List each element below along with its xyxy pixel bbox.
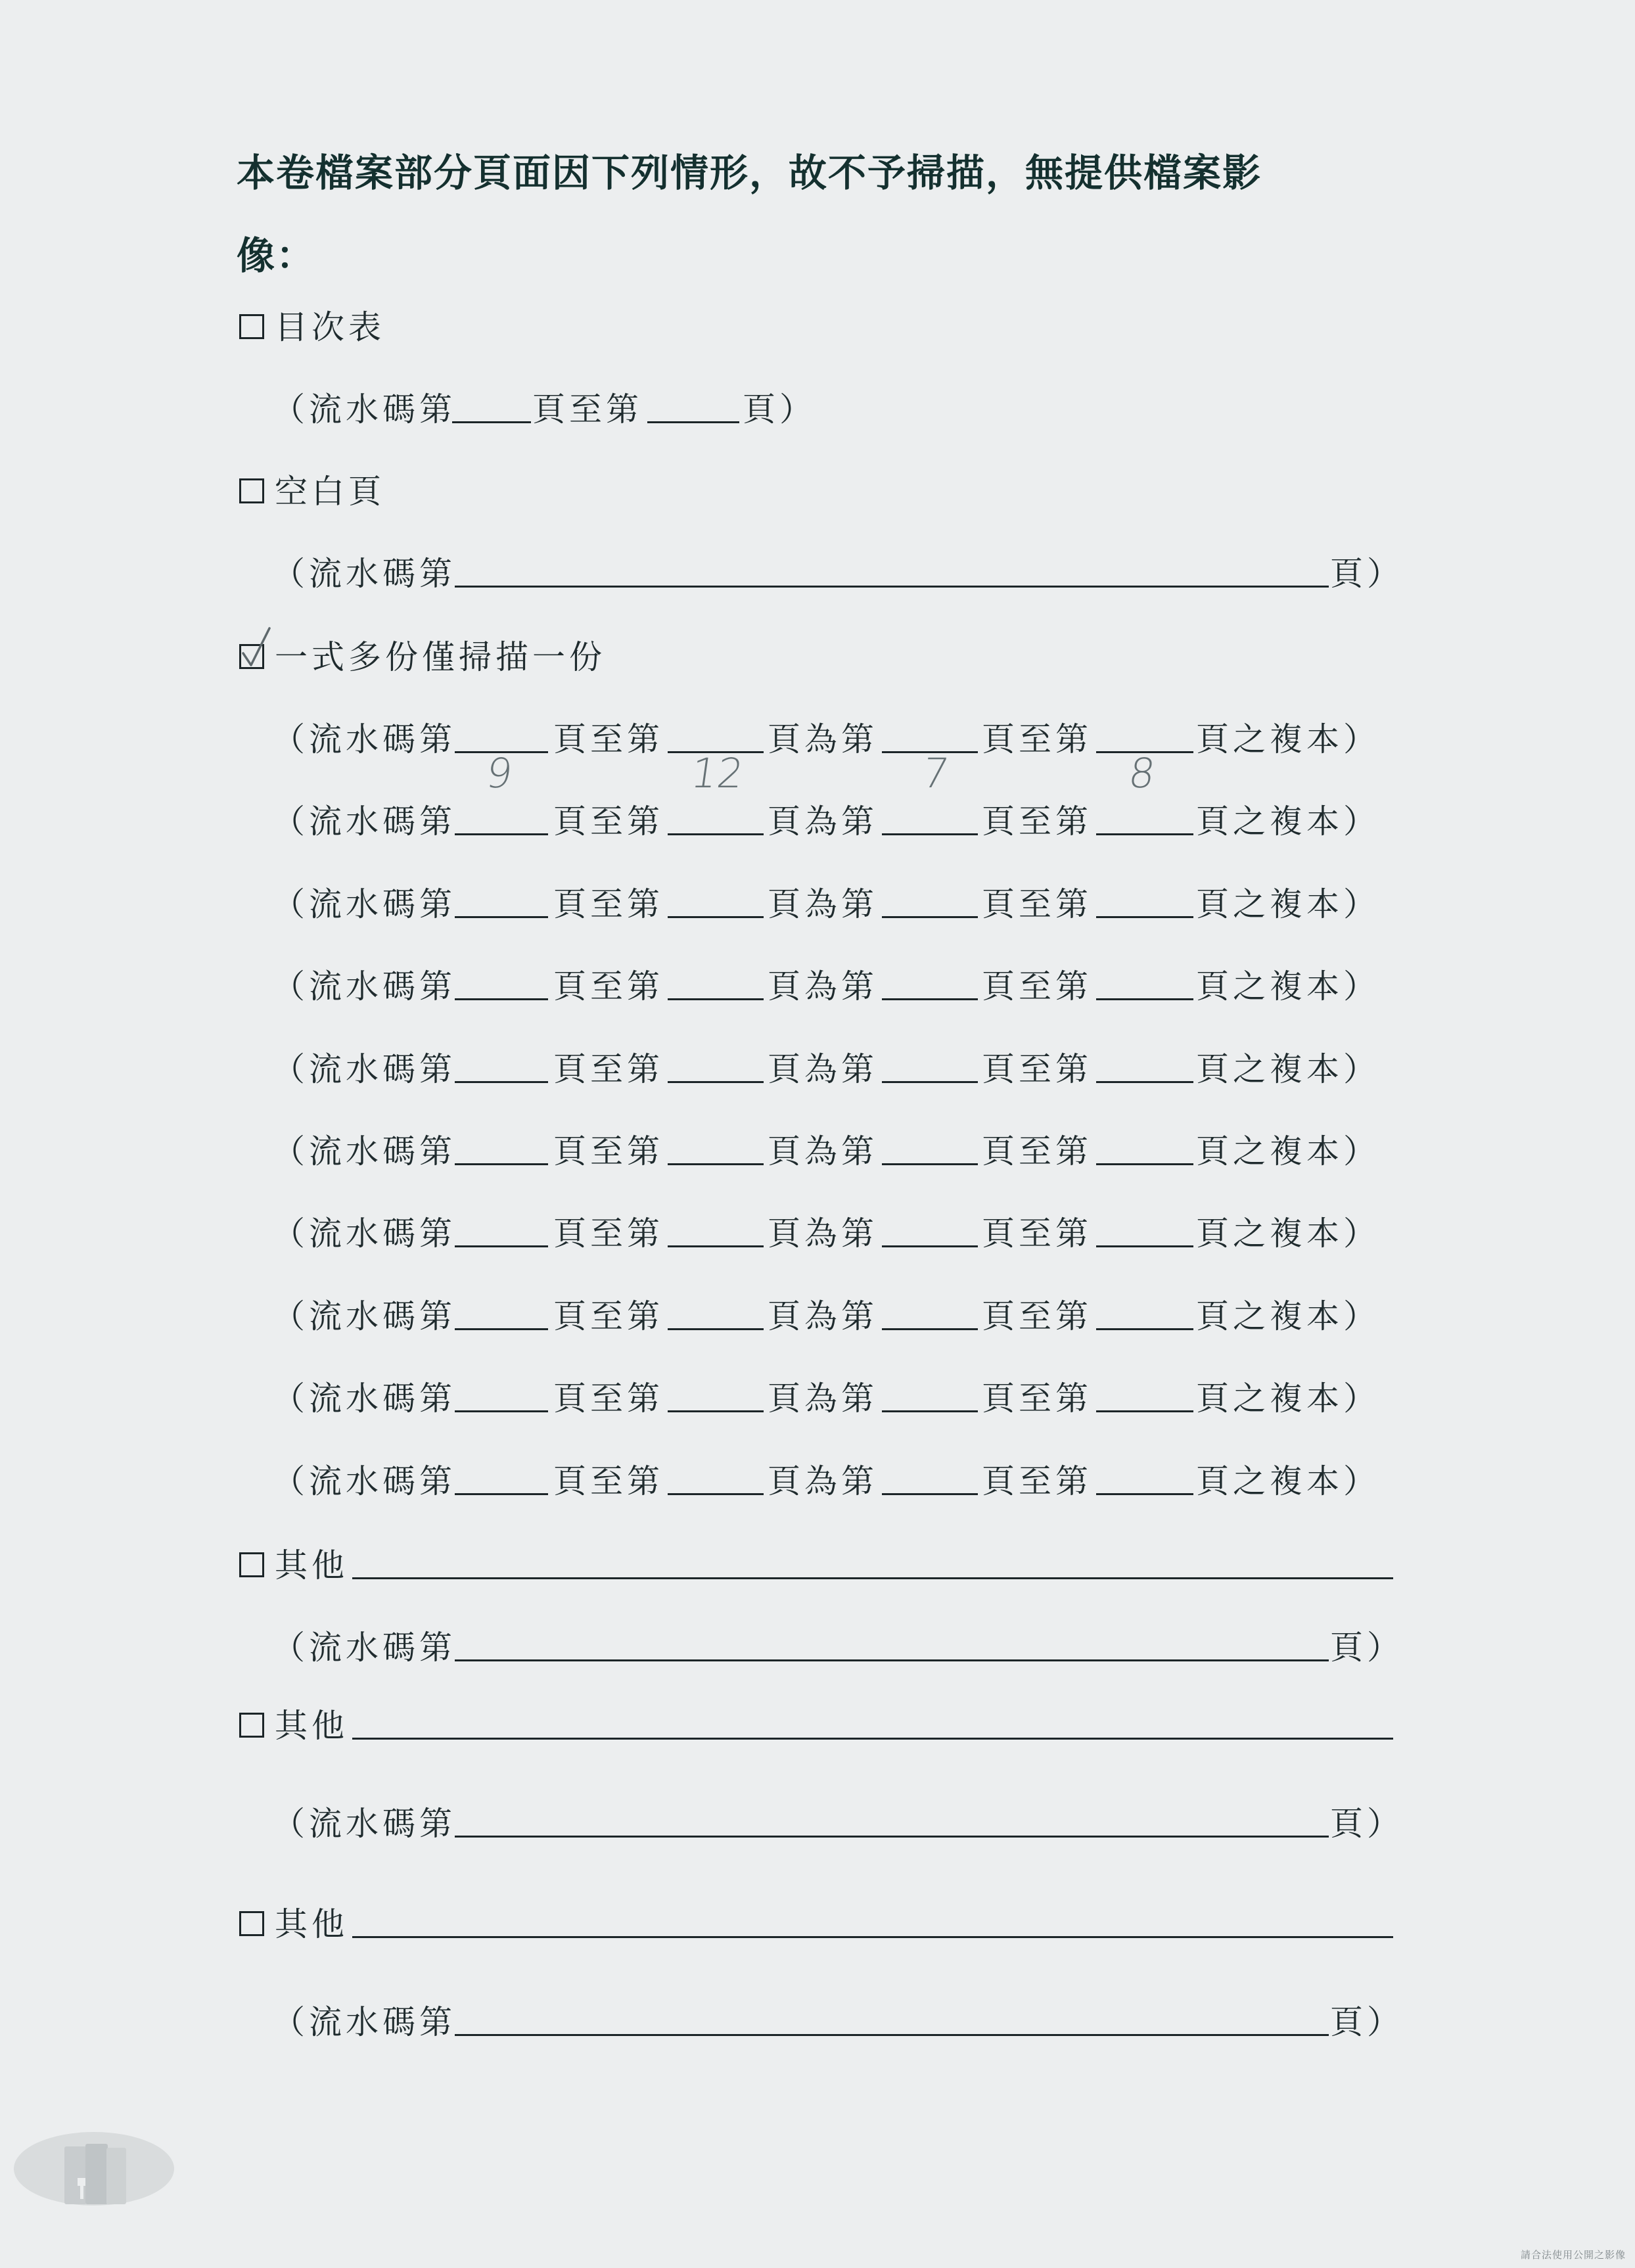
dup-orig-from-field[interactable] [882,1493,978,1495]
toc-label: 目次表 [275,308,385,346]
dup-to-field[interactable] [668,1493,764,1495]
other-2-range-field[interactable] [455,1836,1329,1838]
dup-orig-to-field[interactable] [1096,749,1193,797]
duplicate-range-row: （流水碼第 頁至第 頁為第 頁至第 頁之複本） [272,1462,1380,1500]
duplicate-range-row: （流水碼第 頁至第 頁為第 頁至第 頁之複本） [272,1297,1380,1335]
toc-range: （流水碼第 頁至第 頁） [272,390,816,428]
blank-page-checkbox[interactable] [239,478,264,503]
archive-logo-icon [12,2128,176,2220]
dup-orig-from-field[interactable] [882,1410,978,1412]
dup-orig-from-field[interactable] [882,1328,978,1330]
other-1-field[interactable] [352,1577,1393,1579]
other-2-field[interactable] [352,1738,1393,1740]
dup-orig-from-field[interactable] [882,833,978,835]
duplicate-range-row: （流水碼第 9 頁至第 12 頁為第 7 頁至第 8 頁之複本） [0,713,1635,766]
other-1-range-field[interactable] [455,1659,1329,1661]
dup-to-field[interactable] [668,1410,764,1412]
dup-from-field[interactable] [455,1081,548,1083]
dup-to-field[interactable] [668,1328,764,1330]
dup-orig-from-field[interactable] [882,749,978,797]
toc-to-field[interactable] [647,421,739,423]
dup-orig-to-field[interactable] [1096,916,1193,918]
option-other-3: 其他 [0,1898,1635,1951]
option-other-1: 其他 [0,1539,1635,1592]
dup-to-field[interactable] [668,1081,764,1083]
duplicate-range-row: （流水碼第 頁至第 頁為第 頁至第 頁之複本） [272,802,1380,841]
duplicate-range-row: （流水碼第 頁至第 頁為第 頁至第 頁之複本） [272,1215,1380,1253]
other-3-range-field[interactable] [455,2034,1329,2036]
dup-to-field[interactable] [668,833,764,835]
dup-from-field[interactable] [455,916,548,918]
duplicate-range-row: （流水碼第 頁至第 頁為第 頁至第 頁之複本） [272,967,1380,1006]
other-1-checkbox[interactable] [239,1552,264,1577]
other-2-range: （流水碼第 頁） [272,1805,1404,1843]
title-line-1: 本卷檔案部分頁面因下列情形，故不予掃描，無提供檔案影 [237,150,1262,195]
option-toc [0,301,1635,354]
dup-orig-from-field[interactable] [882,998,978,1000]
dup-from-field[interactable] [455,1328,548,1330]
dup-orig-to-value: 8 [1125,749,1159,797]
dup-from-field[interactable] [455,998,548,1000]
dup-to-value: 12 [687,749,747,797]
page-title [237,131,1419,297]
dup-orig-to-field[interactable] [1096,1493,1193,1495]
duplicate-range-row: （流水碼第 頁至第 頁為第 頁至第 頁之複本） [272,1379,1380,1418]
dup-orig-to-field[interactable] [1096,1328,1193,1330]
toc-from-field[interactable] [452,421,531,423]
duplicate-range-row: （流水碼第 頁至第 頁為第 頁至第 頁之複本） [272,885,1380,923]
dup-orig-to-field[interactable] [1096,1081,1193,1083]
blank-page-field[interactable] [455,586,1329,588]
dup-orig-to-field[interactable] [1096,998,1193,1000]
footer-note: 請合法使用公開之影像 [1520,2249,1626,2261]
toc-checkbox[interactable] [239,314,264,339]
dup-to-field[interactable] [668,1245,764,1247]
dup-from-field[interactable] [455,1163,548,1165]
dup-to-field[interactable] [668,749,764,797]
dup-orig-to-field[interactable] [1096,1163,1193,1165]
dup-to-field[interactable] [668,998,764,1000]
dup-to-field[interactable] [668,1163,764,1165]
other-2-checkbox[interactable] [239,1713,264,1738]
dup-from-field[interactable] [455,749,548,797]
blank-page-range: （流水碼第 頁） [272,555,1404,593]
option-other-2: 其他 [0,1700,1635,1752]
dup-orig-to-field[interactable] [1096,1245,1193,1247]
other-3-field[interactable] [352,1936,1393,1938]
dup-from-field[interactable] [455,1410,548,1412]
other-3-checkbox[interactable] [239,1911,264,1936]
title-line-2: 像： [237,233,316,278]
dup-orig-from-field[interactable] [882,916,978,918]
dup-from-value: 9 [482,749,516,797]
dup-orig-to-field[interactable] [1096,833,1193,835]
other-1-range: （流水碼第 頁） [272,1629,1404,1667]
dup-from-field[interactable] [455,833,548,835]
check-mark-icon [237,624,276,670]
dup-to-field[interactable] [668,916,764,918]
dup-orig-from-value: 7 [919,749,952,797]
duplicate-range-row: （流水碼第 頁至第 頁為第 頁至第 頁之複本） [272,1132,1380,1170]
dup-from-field[interactable] [455,1493,548,1495]
dup-from-field[interactable] [455,1245,548,1247]
duplicate-range-row: （流水碼第 頁至第 頁為第 頁至第 頁之複本） [272,1050,1380,1088]
dup-orig-from-field[interactable] [882,1245,978,1247]
dup-orig-from-field[interactable] [882,1081,978,1083]
other-3-range: （流水碼第 頁） [272,2003,1404,2041]
option-blank-page: 空白頁 [0,465,1635,518]
dup-orig-to-field[interactable] [1096,1410,1193,1412]
option-duplicate: 一式多份僅掃描一份 [0,631,1635,683]
dup-orig-from-field[interactable] [882,1163,978,1165]
